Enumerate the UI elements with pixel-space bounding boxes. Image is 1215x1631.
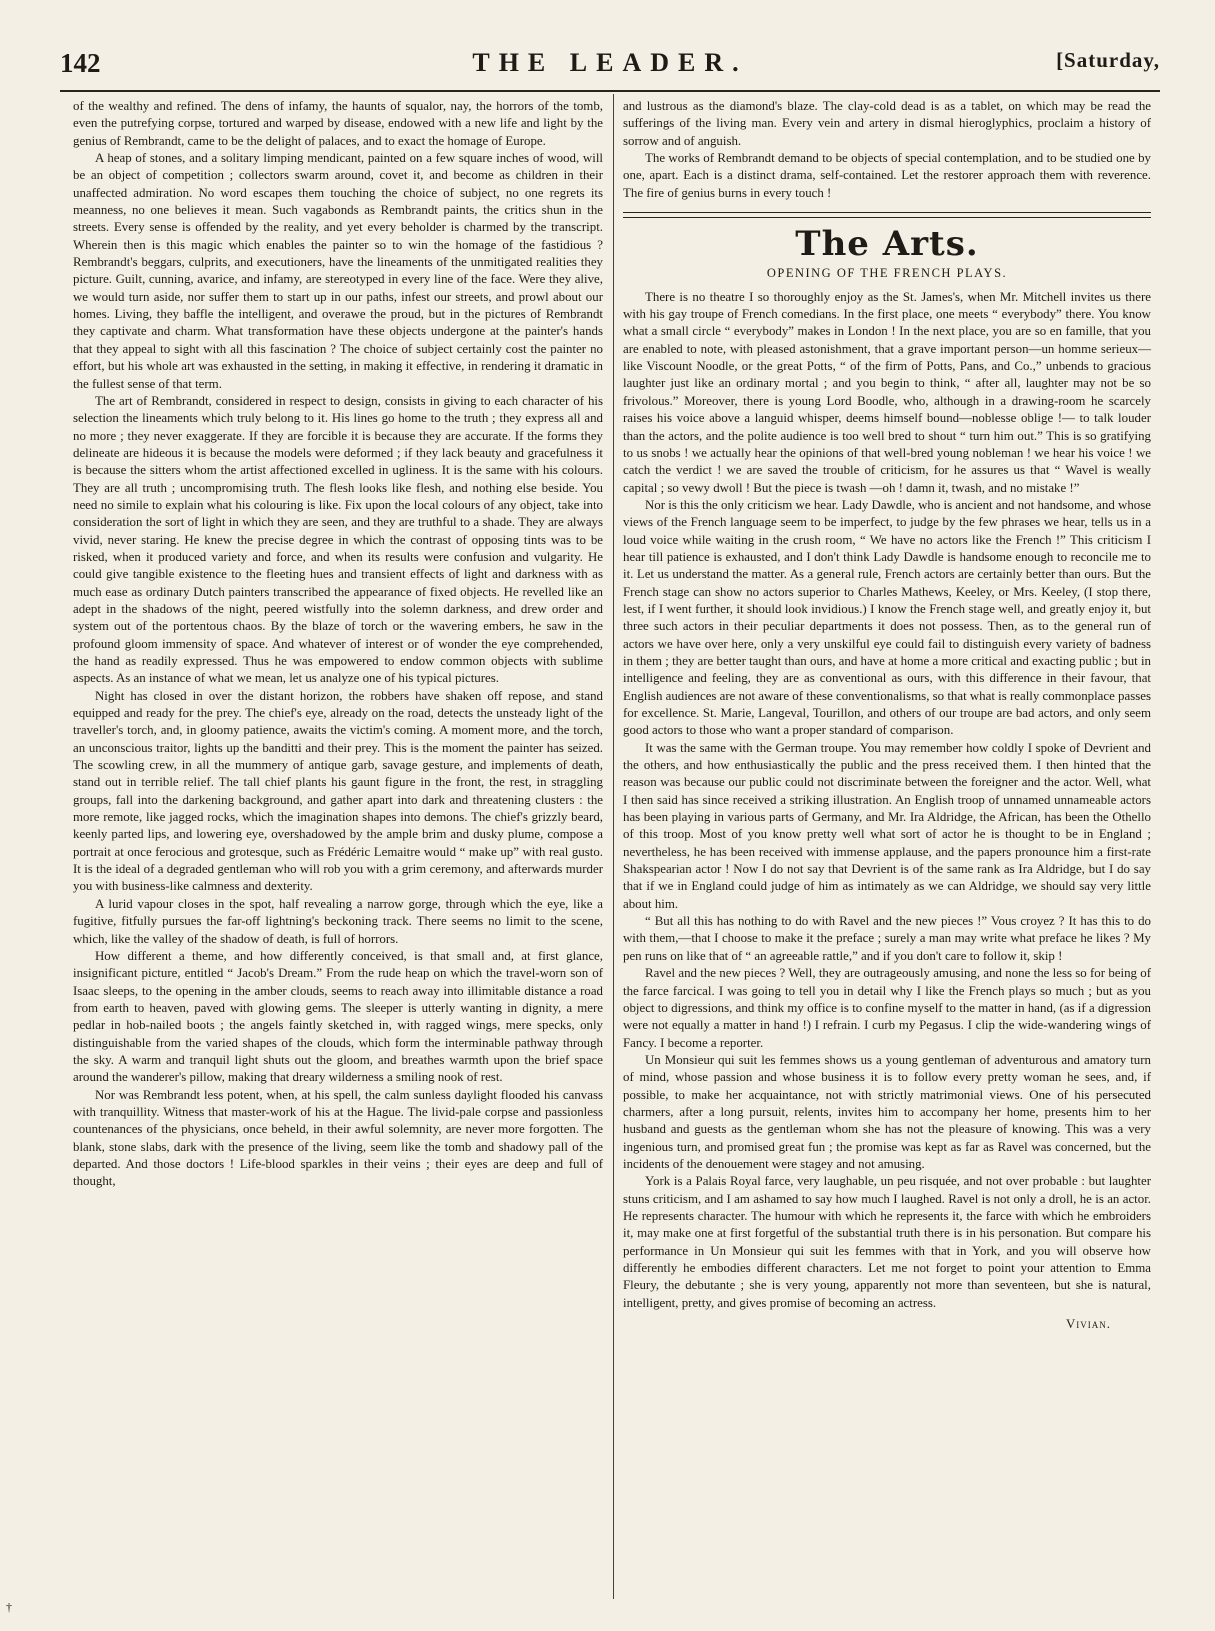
paragraph: “ But all this has nothing to do with Ravel and the new pieces !” Vous croyez ? It has this to do with them,—that I choose to make it the preface ; surely a man may write what preface he likes ? My pen runs on like that of “ an agreeable rattle,” and if you don't care to follow it, skip !: [623, 914, 1151, 963]
masthead-rule: [60, 90, 1160, 92]
column-divider: [613, 94, 614, 1599]
issue-day: [Saturday,: [1056, 48, 1160, 72]
paragraph: Un Monsieur qui suit les femmes shows us a young gentleman of adventurous and amatory turn of mind, whose passion and whose business it is to follow every pretty woman he sees, and, if possible, to make her acquaintance, not with strictly matrimonial views. One of his persecuted charmers, after a long pursuit, relents, invites him to accompany her home, presents him to her husband and guests as the gentleman whom she has not the pleasure of knowing. This was a very ingenious turn, and promised great fun ; the promise was kept as far as Ravel was concerned, but the incidents of the denouement were stagey and not amusing.: [623, 1052, 1151, 1171]
article-title: OPENING OF THE FRENCH PLAYS.: [766, 266, 1008, 281]
paragraph: It was the same with the German troupe. You may remember how coldly I spoke of Devrient and the others, and how enthusiastically the public and the press received them. I then hinted that the reason was because our public could not discriminate between the foreigner and the actor. Well, what I then said has since received a striking illustration. An English troop of unnamed unnameable actors has been playing in various parts of Germany, and Mr. Ira Aldridge, the African, has been the Othello of this troop. Most of you know pretty well what sort of actor he is thought to be in England ; nevertheless, he has been received with immense applause, and the papers pronounce him a first-rate Shakspearian actor ! Now I do not say that Devrient is of the same rank as Ira Aldridge, but I do say that if we in England could judge of him as intimately as we can Aldridge, we should say very little about him.: [623, 740, 1151, 911]
left-column: [73, 98, 603, 1191]
paragraph: Night has closed in over the distant horizon, the robbers have shaken off repose, and stand equipped and ready for the prey. The chief's eye, already on the road, detects the unsteady light of the traveller's torch, and, in gloomy patience, awaits the victim's coming. A moment more, and the torch, an unconscious traitor, lights up the banditti and their prey. This is the moment the painter has seized. The scowling crew, in all the mummery of antique garb, savage gesture, and implements of death, stand out in terrible relief. The tall chief plants his gaunt figure in the front, the rest, in straggling groups, fall into the darkening background, and gather apart into dark and threatening clusters : the more remote, like jagged rocks, which the imagination shapes into demons. The chief's grizzly beard, keenly parted lips, and lowering eye, overshadowed by the ample brim and dusky plume, compose a portrait at once ferocious and grotesque, such as Frédéric Lemaitre would “ make up” with real gusto. It is the ideal of a degraded gentleman who will rob you with a grim ceremony, and afterwards murder you with business-like calmness and dexterity.: [73, 688, 603, 894]
paragraph: The works of Rembrandt demand to be objects of special contemplation, and to be studied one by one, apart. Each is a distinct drama, self-contained. Let the restorer approach them with reverence. The fire of genius burns in every touch !: [623, 151, 1151, 200]
paragraph: of the wealthy and refined. The dens of infamy, the haunts of squalor, nay, the horrors of the tomb, even the putrefying corpse, tortured and warped by disease, endowed with a new life and light by the genius of Rembrandt, came to be the delight of palaces, and to exact the homage of Europe.: [73, 99, 603, 148]
paragraph: There is no theatre I so thoroughly enjoy as the St. James's, when Mr. Mitchell invites us there with his gay troupe of French comedians. In the first place, one meets “ everybody” there. You know what a small circle “ everybody” makes in London ! In the next place, you are so en famille, that you are enabled to note, with pleased astonishment, that a grave important person—un homme serieux—like Viscount Noodle, or the great Potts, “ of the firm of Potts, Pans, and Co.,” unbends to gracious laughter just like an ordinary mortal ; and you begin to think, “ after all, laughter may not be so frivolous.” Moreover, there is young Lord Boodle, who, although in a drawing-room he scarcely raises his voice above a languid whisper, deems himself bound—noblesse oblige !— to talk louder than the actors, and the polite audience is too well bred to shout “ turn him out.” This is so gratifying to us snobs ! we actually hear the opinions of that well-bred young nobleman ! we hear his voice ! we catch the verdict ! we are saved the trouble of criticism, for he assures us that “ Wavel is weally capital ; so vewy dwoll ! But the piece is twash —oh ! damn it, twash, and no mistake !”: [623, 289, 1151, 495]
margin-mark: †: [6, 1600, 12, 1614]
masthead: [60, 46, 1160, 82]
section-rule: [623, 212, 1151, 218]
author-signature: Vivian.: [1065, 1317, 1111, 1332]
paragraph: A heap of stones, and a solitary limping mendicant, painted on a few square inches of wood, will be an object of competition ; collectors swarm around, covet it, and become as children in their unaffected admiration. No word escapes them touching the choice of subject, no one regrets its meanness, no one believes it mean. Such vagabonds as Rembrandt paints, the critics shun in the streets. Every sense is offended by the reality, and yet every beholder is charmed by the transcript. Wherein then is this magic which enables the painter so to win the homage of the fastidious ? Rembrandt's beggars, culprits, and executioners, have the lineaments of the unmitigated realities they picture. Guilt, cunning, avarice, and infamy, are stereotyped in every line of the face. Were they alive, we would turn aside, nor suffer them to start up in our paths, infest our streets, and prowl about our homes. Living, they baffle the intelligent, and overawe the proud, but in the pictures of Rembrandt they captivate and charm. What transformation have these objects undergone at the painter's hands that they appeal to sight with all this fascination ? The choice of subject certainly cost the painter no effort, but his whole art was exhausted in the setting, in making it effective, in rendering it dramatic in the fullest sense of that term.: [73, 151, 603, 391]
paragraph: Nor is this the only criticism we hear. Lady Dawdle, who is ancient and not handsome, and whose views of the French language seem to be imperfect, to judge by the few phrases we hear, tells us in a loud voice while waiting in the crush room, “ We have no actors like the French !” This criticism I hear till patience is exhausted, and I don't think Lady Dawdle is handsome enough to reconcile me to it. Let us understand the matter. As a general rule, French actors are certainly better than ours. But the French stage can show no actors superior to Charles Mathews, Keeley, or Mrs. Keeley, (I stop there, lest, if I went further, it should look invidious.) I know the French stage well, and greatly enjoy it, but three such actors in their peculiar departments it does not possess. Then, as to the general run of actors we have over here, only a very unskilful eye could fail to distinguish every variety of badness in them ; they are better taught than ours, and have at home a more critical and exacting public ; but in intelligence and feeling, they are as conventional as ours, with this difference in their favour, that English audiences are not aware of these conventionalisms, so that what is really commonplace passes for excellence. St. Marie, Langeval, Tourillon, and others of our troupe are bad actors, and only seem good actors to those who want a proper standard of comparison.: [623, 497, 1151, 738]
paragraph: A lurid vapour closes in the spot, half revealing a narrow gorge, through which the eye, like a fugitive, fitfully pursues the far-off lightning's beckoning track. There seems no limit to the scene, which, like the valley of the shadow of death, is full of horrors.: [73, 896, 603, 946]
section-title: The Arts.: [795, 224, 979, 265]
paragraph: Ravel and the new pieces ? Well, they are outrageously amusing, and none the less so for being of the farce farcical. I was going to tell you in detail why I like the French plays so much ; but as you object to digressions, and think my office is to confine myself to the matter in hand, (as if a digression were not equally a matter in hand !) I refrain. I curb my Pegasus. I clip the wide-wandering wings of Fancy. I become a reporter.: [623, 966, 1151, 1050]
newspaper-title: THE LEADER.: [472, 48, 748, 77]
paragraph: York is a Palais Royal farce, very laughable, un peu risquée, and not over probable : but laughter stuns criticism, and I am ashamed to say how much I laughed. Ravel is not only a droll, he is an actor. He represents character. The humour with which he represents it, the farce with which he embroiders it, may make one at first forgetful of the substantial truth there is in his personation. But compare his performance in Un Monsieur qui suit les femmes with that in York, and you will observe how differently he embodies different characters. Let me not forget to point your attention to Emma Fleury, the debutante ; she is very young, apparently not more than seventeen, but she is natural, intelligent, pretty, and gives promise of becoming an actress.: [623, 1174, 1151, 1310]
paragraph: Nor was Rembrandt less potent, when, at his spell, the calm sunless daylight flooded his canvass with tranquillity. Witness that master-work of his at the Hague. The livid-pale corpse and passionless countenances of the physicians, once beheld, in their awful solemnity, are never more forgotten. The blank, stone slabs, dark with the presence of the living, seem like the tomb and shadowy pall of the departed. And those doctors ! Life-blood sparkles in their veins ; their eyes are deep and full of thought,: [73, 1087, 603, 1189]
page-number: 142: [60, 48, 101, 78]
paragraph: How different a theme, and how differently conceived, is that small and, at first glance, insignificant picture, entitled “ Jacob's Dream.” From the rude heap on which the travel-worn son of Isaac sleeps, to the opening in the amber clouds, seems to reach away into illimitable distance a road from earth to heaven, paved with glowing gems. The sleeper is utterly wanting in dignity, a mere pedlar in hob-nailed boots ; the angels faintly sketched in, with ragged wings, mere specks, only distinguishable from the varied shapes of the clouds, which form the interminable pathway through the sky. A warm and tranquil light shuts out the gloom, and breathes warmth upon the brief space around the wanderer's pillow, making that dreary wilderness a smiling nook of rest.: [73, 948, 603, 1085]
paragraph: and lustrous as the diamond's blaze. The clay-cold dead is as a tablet, on which may be read the sufferings of the living man. Every vein and artery in dismal hieroglyphics, proclaim a history of sorrow and of anguish.: [623, 99, 1151, 148]
right-column: [623, 98, 1151, 1333]
paragraph: The art of Rembrandt, considered in respect to design, consists in giving to each character of his selection the lineaments which truly belong to it. His lines go home to the truth ; they express all and no more ; they never exaggerate. If they are forcible it is because they are accurate. If the forms they delineate are hideous it is because the models were deformed ; if they lack beauty and gracefulness it is because the sitters whom the artist affectioned excelled in ugliness. It is the same with his colours. They are all truth ; uncompromising truth. The flesh looks like flesh, and nothing else beside. You need no simile to explain what his colouring is like. Fix upon the local colours of any object, take into consideration the sort of light in which they are seen, and they are truthful to a shade. They are always vivid, never staring. He knew the precise degree in which the contrast of opposing tints was to be risked, when it produced variety and force, and when its results were confusion and vulgarity. He could give tangible existence to the fleeting hues and transient effects of light and darkness with as much ease as ordinary Dutch painters transcribed the appearance of fixed objects. He revelled like an adept in the shadows of the night, peered wistfully into the solemn darkness, and drew order and system out of the portentous chaos. By the blaze of torch or the wavering embers, he saw in the profound gloom immensity of space. And whatever of interest or of wonder the eye comprehended, the hand as readily expressed. Thus he was empowered to endow common objects with sublime aspects. As an instance of what we mean, let us analyze one of his typical pictures.: [73, 393, 603, 686]
